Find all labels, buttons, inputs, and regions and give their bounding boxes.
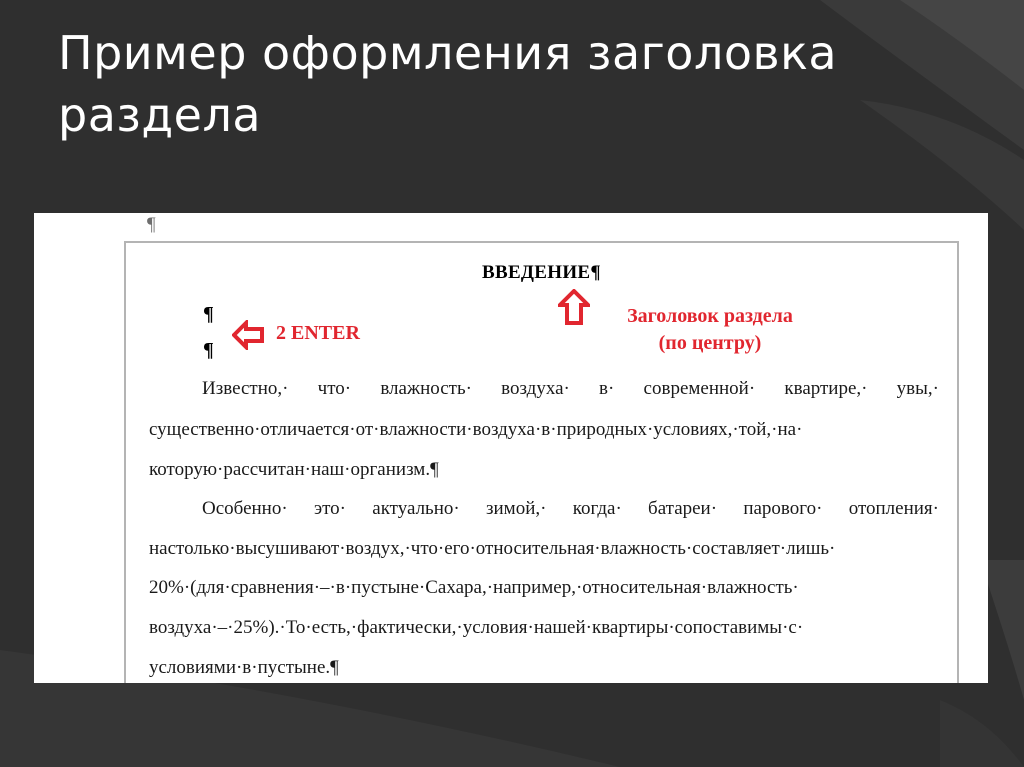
document-screenshot [34,213,988,683]
body-line-8: условиями·в·пустыне.¶ [149,657,339,678]
arrow-up-icon [558,289,590,325]
arrow-left-icon [232,320,264,350]
top-paragraph-mark: ¶ [147,214,156,235]
body-line-1: Известно,· что· влажность· воздуха· в· современной· квартире,· увы,· [202,378,939,399]
heading-note-line-2: (по центру) [658,332,762,354]
body-line-7: воздуха·–·25%).·То·есть,·фактически,·условия·нашей·квартиры·сопоставимы·с· [149,617,804,638]
empty-paragraph-mark-1: ¶ [203,303,214,325]
body-line-6: 20%·(для·сравнения·–·в·пустыне·Сахара,·например,·относительная·влажность· [149,577,799,598]
section-heading: ВВЕДЕНИЕ¶ [482,262,601,283]
body-line-5: настолько·высушивают·воздух,·что·его·относительная·влажность·составляет·лишь· [149,538,836,559]
slide-title-line-1: Пример оформления заголовка [58,26,838,80]
slide-title [58,22,837,146]
heading-note-line-1: Заголовок раздела [627,305,793,327]
page-frame [124,241,959,683]
body-line-2: существенно·отличается·от·влажности·воздуха·в·природных·условиях,·той,·на· [149,419,803,440]
heading-note-annotation [590,305,830,355]
slide-title-line-2: раздела [58,88,262,142]
enter-annotation: 2 ENTER [276,322,360,344]
body-line-4: Особенно· это· актуально· зимой,· когда· батареи· парового· отопления· [202,498,939,519]
body-line-3: которую·рассчитан·наш·организм.¶ [149,459,439,480]
empty-paragraph-mark-2: ¶ [203,339,214,361]
